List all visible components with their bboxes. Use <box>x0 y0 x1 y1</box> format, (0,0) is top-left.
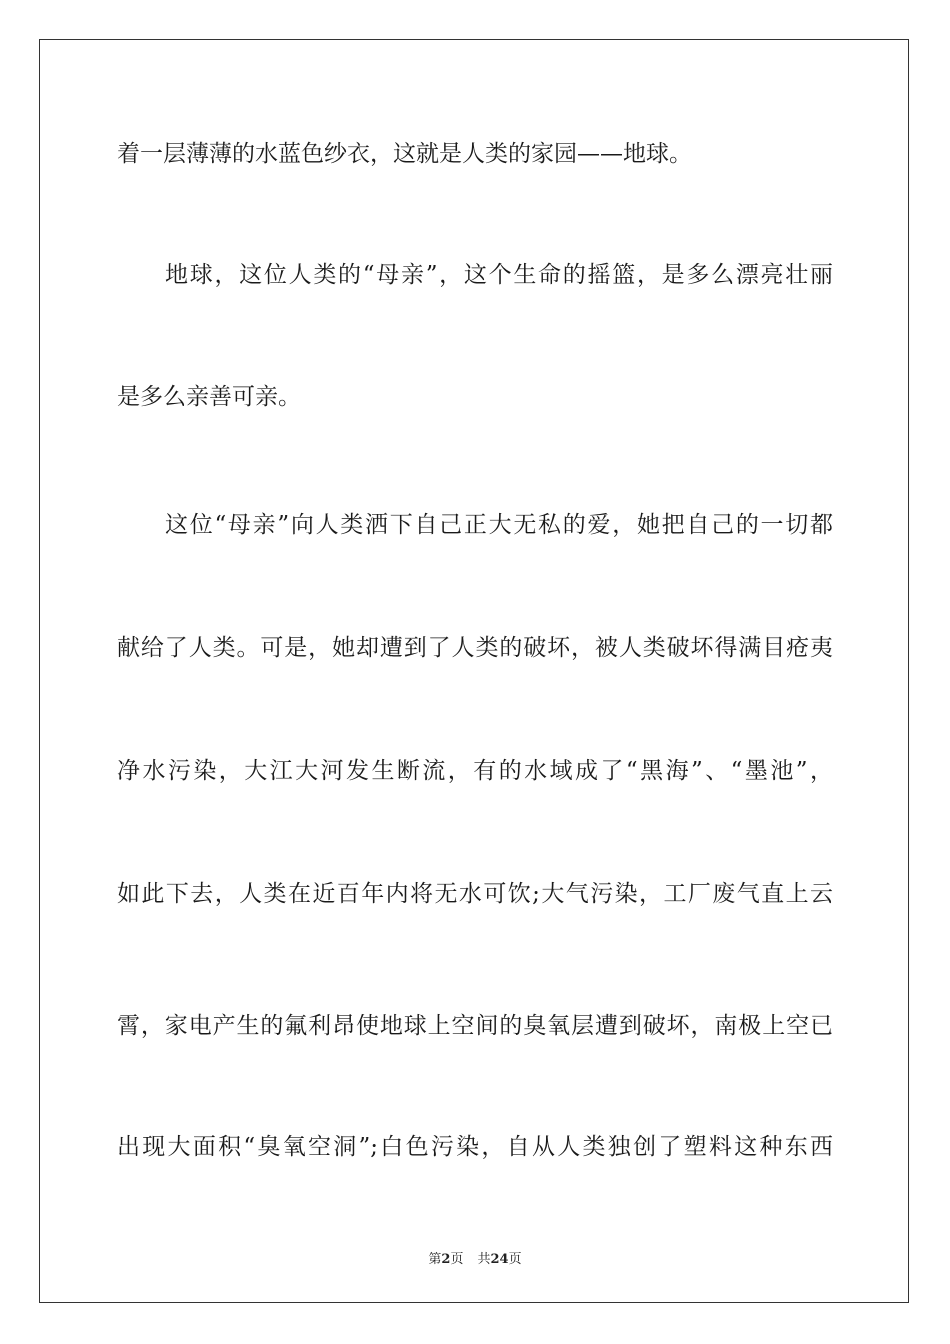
page-suffix: 页 <box>450 1252 464 1267</box>
text-line-8: 霄，家电产生的氟利昂使地球上空间的臭氧层遭到破坏，南极上空已 <box>117 1013 833 1039</box>
text-line-2: 地球，这位人类的“母亲”，这个生命的摇篮，是多么漂亮壮丽 <box>165 262 833 288</box>
text-line-4: 这位“母亲”向人类洒下自己正大无私的爱，她把自己的一切都 <box>165 512 833 538</box>
text-line-6: 净水污染，大江大河发生断流，有的水域成了“黑海”、“墨池”， <box>117 758 833 784</box>
text-line-5: 献给了人类。可是，她却遭到了人类的破坏，被人类破坏得满目疮夷 <box>117 635 833 661</box>
page-prefix: 第 <box>428 1252 442 1267</box>
text-line-3: 是多么亲善可亲。 <box>117 384 301 410</box>
total-suffix: 页 <box>508 1252 522 1267</box>
total-prefix: 共 <box>477 1252 491 1267</box>
text-line-9: 出现大面积“臭氧空洞”;白色污染，自从人类独创了塑料这种东西 <box>117 1134 833 1160</box>
page-number: 2 <box>441 1252 451 1267</box>
text-line-7: 如此下去，人类在近百年内将无水可饮;大气污染，工厂废气直上云 <box>117 881 833 907</box>
total-pages: 24 <box>490 1252 509 1267</box>
page-footer <box>0 1248 950 1267</box>
page-border <box>39 39 909 1303</box>
text-line-1: 着一层薄薄的水蓝色纱衣，这就是人类的家园——地球。 <box>117 141 692 167</box>
